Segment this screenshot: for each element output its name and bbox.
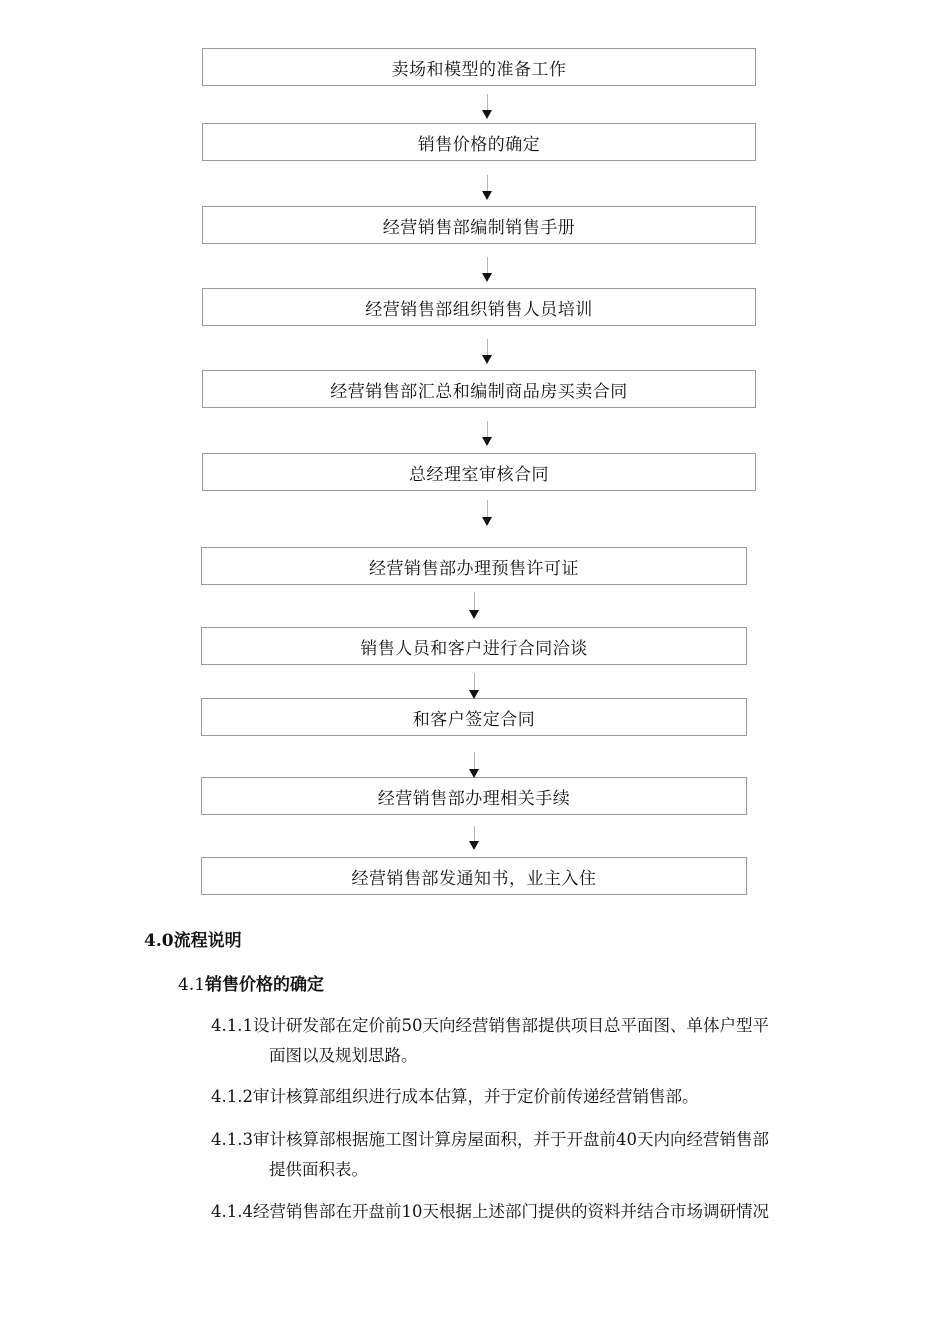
paragraph-text-continued: 面图以及规划思路。 bbox=[269, 1046, 418, 1065]
subsection-heading bbox=[178, 970, 324, 995]
flow-arrow bbox=[469, 752, 481, 778]
section-number: 4.0 bbox=[144, 931, 174, 951]
flow-step-6: 总经理室审核合同 bbox=[202, 453, 756, 491]
paragraph-text-continued: 提供面积表。 bbox=[269, 1160, 368, 1179]
paragraph-4-1-2 bbox=[211, 1082, 871, 1112]
flow-step-11: 经营销售部发通知书，业主入住 bbox=[201, 857, 747, 895]
paragraph-number: 4.1.3 bbox=[211, 1130, 253, 1149]
flow-arrow bbox=[469, 673, 481, 699]
flow-arrow bbox=[482, 421, 494, 446]
section-title: 流程说明 bbox=[173, 931, 242, 951]
flow-step-7: 经营销售部办理预售许可证 bbox=[201, 547, 747, 585]
flow-arrow bbox=[482, 339, 494, 364]
flow-step-9: 和客户签定合同 bbox=[201, 698, 747, 736]
paragraph-4-1-3 bbox=[211, 1125, 871, 1185]
paragraph-text: 审计核算部根据施工图计算房屋面积，并于开盘前40天内向经营销售部 bbox=[252, 1130, 769, 1149]
paragraph-4-1-1 bbox=[211, 1011, 871, 1071]
flow-step-10: 经营销售部办理相关手续 bbox=[201, 777, 747, 815]
flow-step-4: 经营销售部组织销售人员培训 bbox=[202, 288, 756, 326]
paragraph-4-1-4 bbox=[211, 1197, 871, 1227]
flow-step-2: 销售价格的确定 bbox=[202, 123, 756, 161]
flow-step-3: 经营销售部编制销售手册 bbox=[202, 206, 756, 244]
flow-arrow bbox=[482, 257, 494, 282]
paragraph-number: 4.1.4 bbox=[211, 1202, 253, 1221]
paragraph-text: 经营销售部在开盘前10天根据上述部门提供的资料并结合市场调研情况 bbox=[252, 1202, 769, 1221]
flow-arrow bbox=[469, 826, 481, 850]
flow-step-1: 卖场和模型的准备工作 bbox=[202, 48, 756, 86]
subsection-title: 销售价格的确定 bbox=[205, 975, 325, 995]
subsection-number: 4.1 bbox=[178, 975, 206, 995]
flow-arrow bbox=[482, 500, 494, 526]
flow-arrow bbox=[469, 592, 481, 619]
paragraph-number: 4.1.1 bbox=[211, 1016, 253, 1035]
flow-step-8: 销售人员和客户进行合同洽谈 bbox=[201, 627, 747, 665]
paragraph-number: 4.1.2 bbox=[211, 1087, 253, 1106]
flow-arrow bbox=[482, 94, 494, 119]
section-heading bbox=[144, 926, 242, 951]
flow-step-5: 经营销售部汇总和编制商品房买卖合同 bbox=[202, 370, 756, 408]
paragraph-text: 审计核算部组织进行成本估算，并于定价前传递经营销售部。 bbox=[252, 1087, 699, 1106]
paragraph-text: 设计研发部在定价前50天向经营销售部提供项目总平面图、单体户型平 bbox=[252, 1016, 769, 1035]
flow-arrow bbox=[482, 175, 494, 200]
